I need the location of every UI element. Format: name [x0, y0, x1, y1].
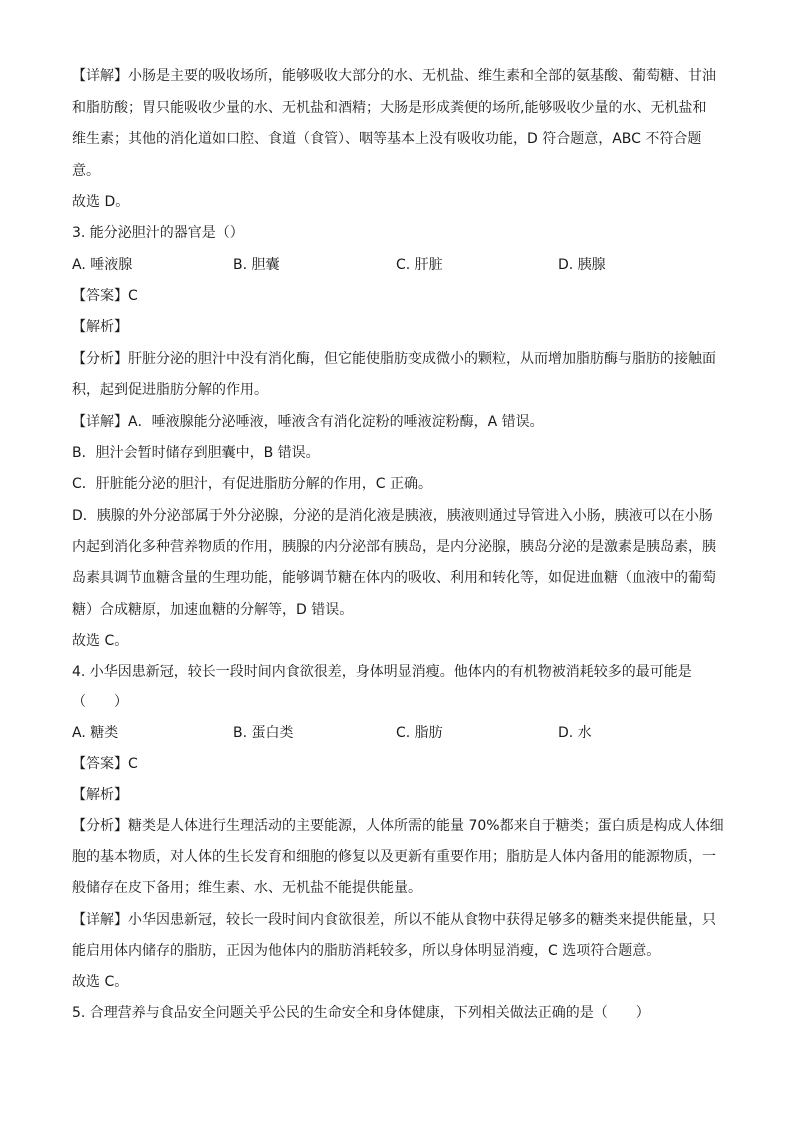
- question-3-detail-d-line-3: 岛素具调节血糖含量的生理功能，能够调节糖在体内的吸收、利用和转化等，如促进血糖（血液中的葡萄: [72, 570, 716, 586]
- question-3-answer: 【答案】C: [72, 288, 138, 304]
- question-4-analysis-heading: 【解析】: [72, 787, 128, 803]
- question-4-answer: 【答案】C: [72, 756, 138, 772]
- question-3-detail-d-line-1: D．胰腺的外分泌部属于外分泌腺，分泌的是消化液是胰液，胰液则通过导管进入小肠，胰液可以在小肠: [72, 508, 713, 524]
- question-3-detail-b: B．胆汁会暂时储存到胆囊中，B 错误。: [72, 445, 320, 461]
- question-3-detail-a: 【详解】A．唾液腺能分泌唾液，唾液含有消化淀粉的唾液淀粉酶，A 错误。: [72, 414, 544, 430]
- detail-line-3: 维生素；其他的消化道如口腔、食道（食管）、咽等基本上没有吸收功能，D 符合题意，ABC 不符合题: [72, 131, 702, 147]
- question-3-detail-c: C．肝脏能分泌的胆汁，有促进脂肪分解的作用，C 正确。: [72, 476, 432, 492]
- question-3-conclusion: 故选 C。: [72, 633, 129, 649]
- question-4-stem-line-2: （ ）: [72, 694, 128, 710]
- question-4-analysis-line-1: 【分析】糖类是人体进行生理活动的主要能源，人体所需的能量 70%都来自于糖类；蛋白质是构成人体细: [72, 818, 724, 834]
- question-4-detail-line-2: 能启用体内储存的脂肪，正因为他体内的脂肪消耗较多，所以身体明显消瘦，C 选项符合题意。: [72, 943, 661, 959]
- question-3-analysis-heading: 【解析】: [72, 319, 128, 335]
- question-4-option-d: D. 水: [558, 725, 592, 741]
- question-4-analysis-line-3: 般储存在皮下备用；维生素、水、无机盐不能提供能量。: [72, 880, 422, 896]
- question-4-stem-line-1: 4. 小华因患新冠，较长一段时间内食欲很差，身体明显消瘦。他体内的有机物被消耗较多的最可能是: [72, 664, 692, 680]
- question-3-option-c: C. 肝脏: [396, 257, 443, 273]
- question-3-analysis-line-2: 积，起到促进脂肪分解的作用。: [72, 382, 268, 398]
- question-3-stem: 3. 能分泌胆汁的器官是（）: [72, 225, 244, 241]
- question-3-detail-d-line-4: 糖）合成糖原，加速血糖的分解等，D 错误。: [72, 602, 354, 618]
- question-4-detail-line-1: 【详解】小华因患新冠，较长一段时间内食欲很差，所以不能从食物中获得足够多的糖类来提供能量，只: [72, 912, 716, 928]
- question-3-detail-d-line-2: 内起到消化多种营养物质的作用，胰腺的内分泌部有胰岛，是内分泌腺，胰岛分泌的是激素是胰岛素，胰: [72, 539, 716, 555]
- question-4-option-c: C. 脂肪: [396, 725, 443, 741]
- question-4-option-a: A. 糖类: [72, 725, 119, 741]
- conclusion-line: 故选 D。: [72, 194, 130, 210]
- question-4-option-b: B. 蛋白类: [233, 725, 294, 741]
- detail-line-4: 意。: [72, 163, 100, 179]
- detail-line-1: 【详解】小肠是主要的吸收场所，能够吸收大部分的水、无机盐、维生素和全部的氨基酸、葡萄糖、甘油: [72, 68, 716, 84]
- question-3-option-a: A. 唾液腺: [72, 257, 133, 273]
- question-4-conclusion: 故选 C。: [72, 974, 129, 990]
- question-5-stem: 5. 合理营养与食品安全问题关乎公民的生命安全和身体健康，下列相关做法正确的是（ ）: [72, 1005, 650, 1021]
- question-4-analysis-line-2: 胞的基本物质，对人体的生长发育和细胞的修复以及更新有重要作用；脂肪是人体内备用的能源物质，一: [72, 849, 716, 865]
- question-3-option-b: B. 胆囊: [233, 257, 280, 273]
- detail-line-2: 和脂肪酸；胃只能吸收少量的水、无机盐和酒精；大肠是形成粪便的场所,能够吸收少量的水、无机盐和: [72, 100, 707, 116]
- question-3-option-d: D. 胰腺: [558, 257, 606, 273]
- question-3-analysis-line-1: 【分析】肝脏分泌的胆汁中没有消化酶，但它能使脂肪变成微小的颗粒，从而增加脂肪酶与脂肪的接触面: [72, 351, 716, 367]
